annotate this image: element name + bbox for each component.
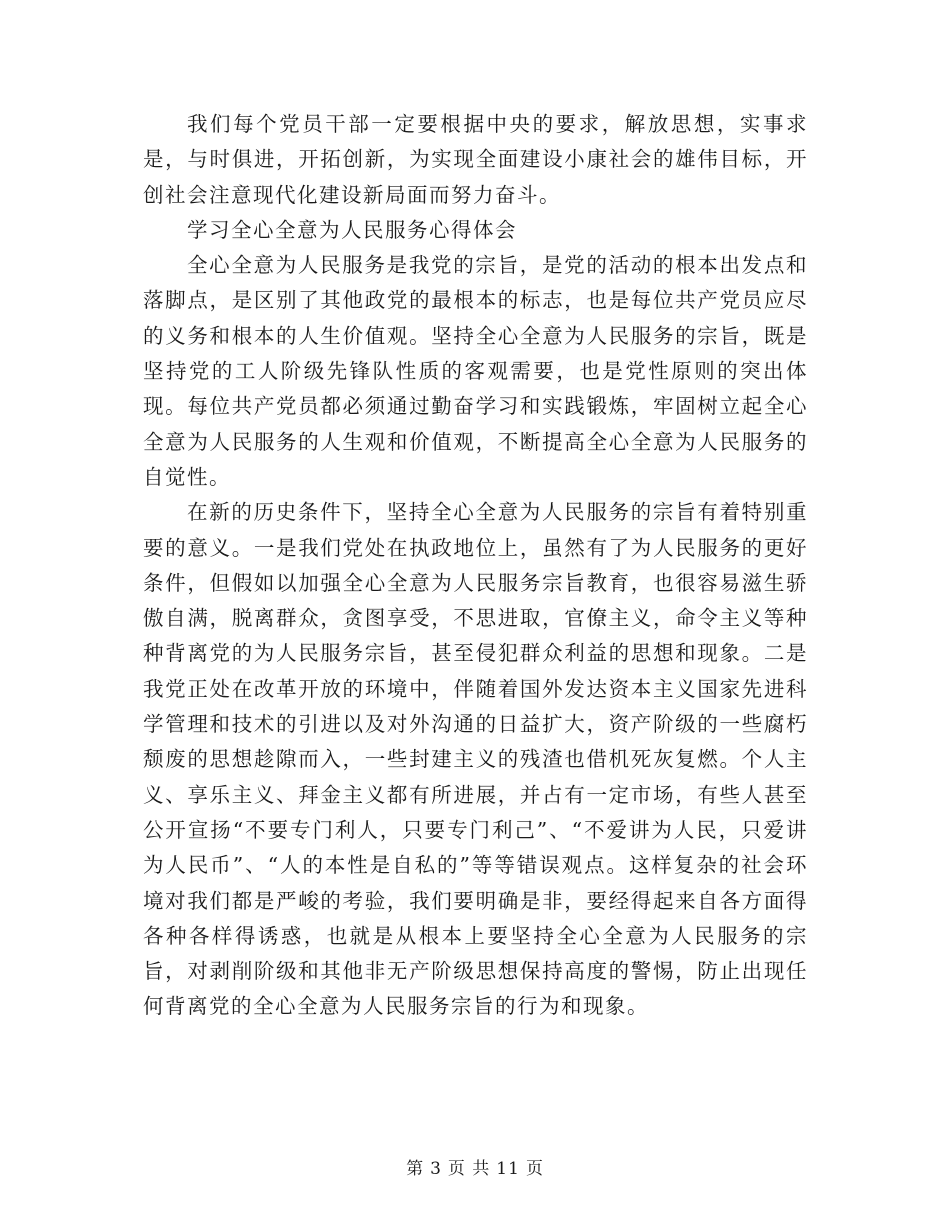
section-heading: 学习全心全意为人民服务心得体会 [187,217,517,242]
page-footer [0,1154,950,1179]
footer-total-pages: 11 [496,1159,520,1179]
document-body [143,107,808,1025]
footer-page-number: 3 [430,1159,442,1179]
paragraph-significance: 在新的历史条件下，坚持全心全意为人民服务的宗旨有着特别重要的意义。一是我们党处在执政地位上，虽然有了为人民服务的更好条件，但假如以加强全心全意为人民服务宗旨教育，也很容易滋生骄傲自满，脱离群众，贪图享受，不思进取，官僚主义，命令主义等种种背离党的为人民服务宗旨，甚至侵犯群众利益的思想和现象。二是我党正处在改革开放的环境中，伴随着国外发达资本主义国家先进科学管理和技术的引进以及对外沟通的日益扩大，资产阶级的一些腐朽颓废的思想趁隙而入，一些封建主义的残渣也借机死灰复燃。个人主义、享乐主义、拜金主义都有所进展，并占有一定市场，有些人甚至公开宣扬“不要专门利人，只要专门利己”、“不爱讲为人民，只爱讲为人民币”、“人的本性是自私的”等等错误观点。这样复杂的社会环境对我们都是严峻的考验，我们要明确是非，要经得起来自各方面得各种各样得诱惑，也就是从根本上要坚持全心全意为人民服务的宗旨，对剥削阶级和其他非无产阶级思想保持高度的警惕，防止出现任何背离党的全心全意为人民服务宗旨的行为和现象。 [143,500,808,1019]
paragraph-purpose: 全心全意为人民服务是我党的宗旨，是党的活动的根本出发点和落脚点，是区别了其他政党的最根本的标志，也是每位共产党员应尽的义务和根本的人生价值观。坚持全心全意为人民服务的宗旨，既是坚持党的工人阶级先锋队性质的客观需要，也是党性原则的突出体现。每位共产党员都必须通过勤奋学习和实践锻炼，牢固树立起全心全意为人民服务的人生观和价值观，不断提高全心全意为人民服务的自觉性。 [143,253,808,489]
footer-middle: 页 共 [447,1159,491,1179]
paragraph-intro: 我们每个党员干部一定要根据中央的要求，解放思想，实事求是，与时俱进，开拓创新，为实现全面建设小康社会的雄伟目标，开创社会注意现代化建设新局面而努力奋斗。 [143,112,808,207]
footer-suffix: 页 [525,1159,544,1179]
footer-prefix: 第 [406,1159,425,1179]
